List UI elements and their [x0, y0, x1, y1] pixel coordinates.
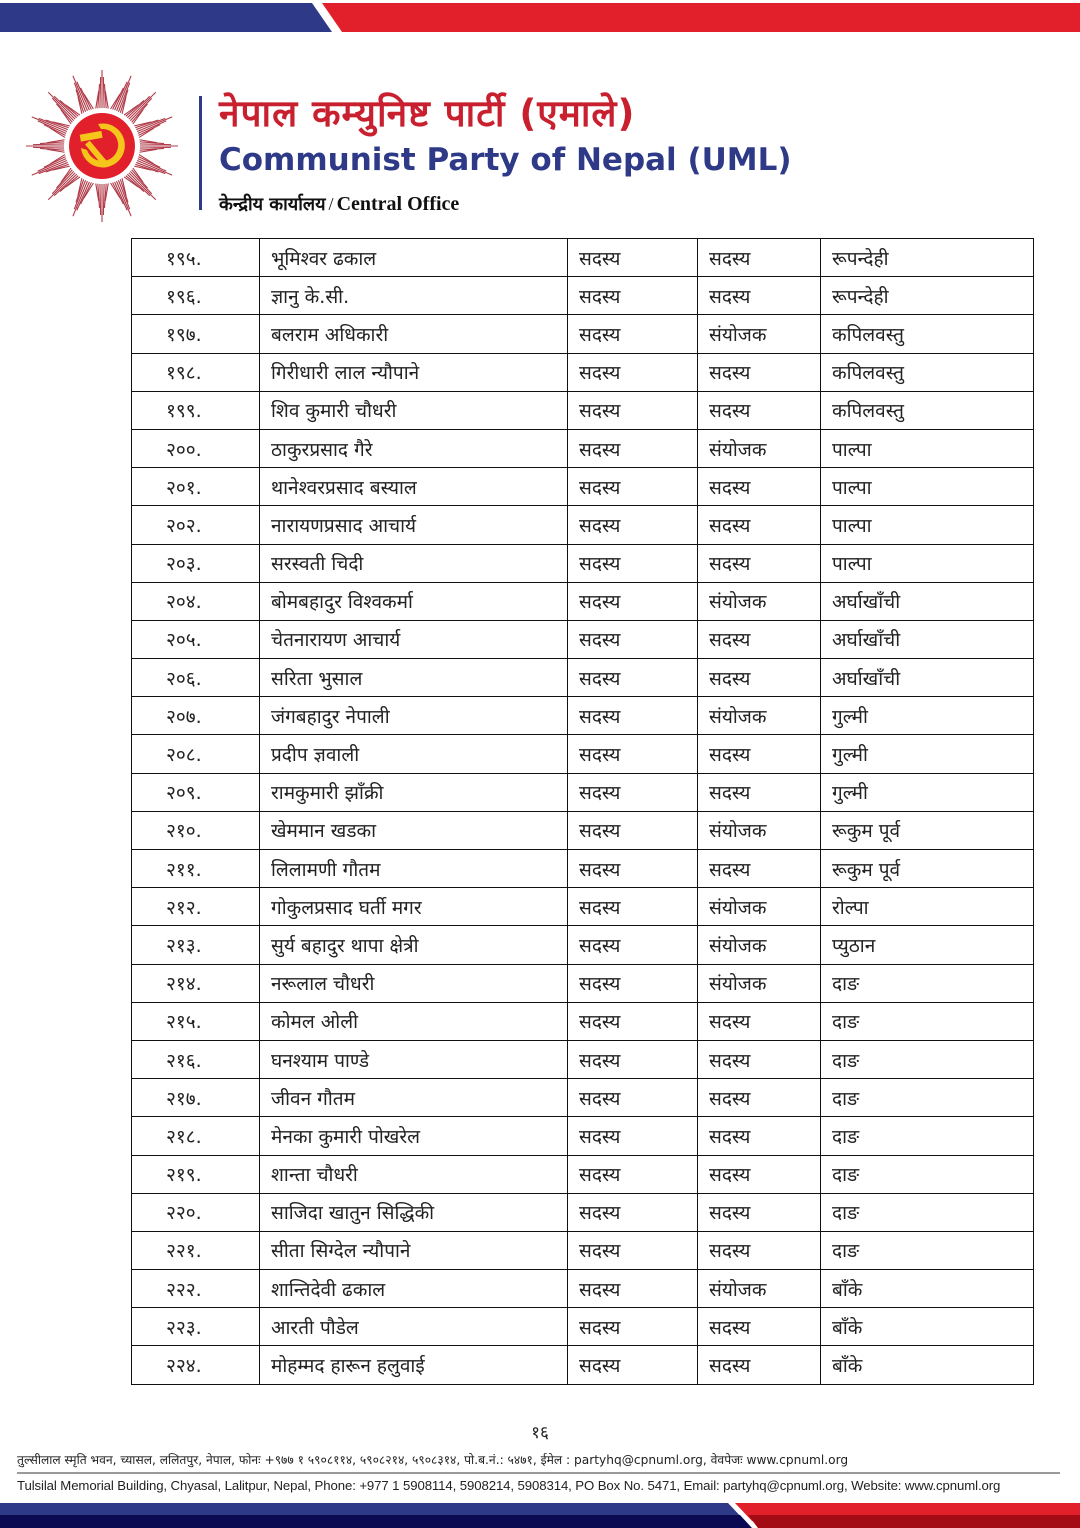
cell-serial-number: २२१.: [132, 1231, 260, 1269]
cell-serial-number: २१०.: [132, 811, 260, 849]
cell-name: मेनका कुमारी पोखरेल: [260, 1117, 568, 1155]
cell-serial-number: १९७.: [132, 315, 260, 353]
cell-committee-position: सदस्य: [568, 811, 698, 849]
member-table-body: [132, 239, 1034, 1385]
page-number: १६: [531, 1423, 549, 1443]
cell-name: भूमिश्वर ढकाल: [260, 239, 568, 277]
cell-name: आरती पौडेल: [260, 1308, 568, 1346]
cell-role: सदस्य: [698, 277, 821, 315]
cell-role: सदस्य: [698, 544, 821, 582]
cell-name: थानेश्वरप्रसाद बस्याल: [260, 468, 568, 506]
cell-committee-position: सदस्य: [568, 277, 698, 315]
emblem-red-disc: [69, 113, 135, 179]
cell-committee-position: सदस्य: [568, 544, 698, 582]
cell-committee-position: सदस्य: [568, 926, 698, 964]
cell-district: बाँके: [821, 1308, 1034, 1346]
cell-committee-position: सदस्य: [568, 1117, 698, 1155]
table-row: [132, 1308, 1034, 1346]
cell-district: दाङ: [821, 1117, 1034, 1155]
table-row: [132, 1002, 1034, 1040]
cell-role: सदस्य: [698, 239, 821, 277]
table-row: [132, 582, 1034, 620]
table-row: [132, 1231, 1034, 1269]
cell-serial-number: २१३.: [132, 926, 260, 964]
top-band-red: [322, 3, 1080, 32]
cell-serial-number: १९९.: [132, 391, 260, 429]
cell-name: रामकुमारी झाँक्री: [260, 773, 568, 811]
cell-district: प्युठान: [821, 926, 1034, 964]
cell-district: गुल्मी: [821, 773, 1034, 811]
cell-role: सदस्य: [698, 391, 821, 429]
office-label-separator: /: [328, 194, 334, 214]
cell-serial-number: २१६.: [132, 1040, 260, 1078]
table-row: [132, 468, 1034, 506]
cell-name: साजिदा खातुन सिद्धिकी: [260, 1193, 568, 1231]
cell-district: दाङ: [821, 1079, 1034, 1117]
sun-ray: [48, 92, 75, 119]
table-row: [132, 239, 1034, 277]
cell-role: सदस्य: [698, 620, 821, 658]
cell-district: दाङ: [821, 1155, 1034, 1193]
cell-name: मोहम्मद हारून हलुवाई: [260, 1346, 568, 1384]
cell-serial-number: २१५.: [132, 1002, 260, 1040]
cell-committee-position: सदस्य: [568, 1346, 698, 1384]
cell-district: अर्घाखाँची: [821, 659, 1034, 697]
cell-district: गुल्मी: [821, 735, 1034, 773]
cell-committee-position: सदस्य: [568, 1079, 698, 1117]
cell-committee-position: सदस्य: [568, 888, 698, 926]
cell-serial-number: २००.: [132, 429, 260, 467]
table-row: [132, 888, 1034, 926]
cell-serial-number: २०१.: [132, 468, 260, 506]
cell-role: संयोजक: [698, 964, 821, 1002]
cell-name: कोमल ओली: [260, 1002, 568, 1040]
table-row: [132, 429, 1034, 467]
cell-role: सदस्य: [698, 1079, 821, 1117]
bottom-color-band: [0, 1503, 1080, 1528]
cell-role: सदस्य: [698, 1308, 821, 1346]
sun-ray: [48, 173, 75, 200]
cell-name: चेतनारायण आचार्य: [260, 620, 568, 658]
cell-role: सदस्य: [698, 1040, 821, 1078]
cell-serial-number: २२२.: [132, 1270, 260, 1308]
cell-name: ज्ञानु के.सी.: [260, 277, 568, 315]
cell-district: कपिलवस्तु: [821, 315, 1034, 353]
cell-serial-number: २२४.: [132, 1346, 260, 1384]
cell-district: बाँके: [821, 1346, 1034, 1384]
cell-role: संयोजक: [698, 315, 821, 353]
cell-name: नरूलाल चौधरी: [260, 964, 568, 1002]
cell-district: रोल्पा: [821, 888, 1034, 926]
cell-district: रूपन्देही: [821, 239, 1034, 277]
top-color-band: [0, 0, 1080, 32]
cell-serial-number: २१९.: [132, 1155, 260, 1193]
cell-committee-position: सदस्य: [568, 1231, 698, 1269]
cell-role: संयोजक: [698, 888, 821, 926]
cell-name: सुर्य बहादुर थापा क्षेत्री: [260, 926, 568, 964]
cell-committee-position: सदस्य: [568, 1040, 698, 1078]
sun-ray: [33, 144, 64, 145]
cell-serial-number: २०३.: [132, 544, 260, 582]
cell-district: रूकुम पूर्व: [821, 850, 1034, 888]
cell-name: नारायणप्रसाद आचार्य: [260, 506, 568, 544]
cell-serial-number: २०४.: [132, 582, 260, 620]
header-divider: [199, 96, 202, 210]
cell-name: प्रदीप ज्ञवाली: [260, 735, 568, 773]
top-band-blue: [0, 3, 332, 32]
cell-name: ठाकुरप्रसाद गैरे: [260, 429, 568, 467]
cell-committee-position: सदस्य: [568, 1002, 698, 1040]
footer-divider: [17, 1472, 1060, 1474]
cell-committee-position: सदस्य: [568, 1308, 698, 1346]
cell-committee-position: सदस्य: [568, 659, 698, 697]
cell-serial-number: १९८.: [132, 353, 260, 391]
cell-role: सदस्य: [698, 1002, 821, 1040]
table-row: [132, 1193, 1034, 1231]
cell-serial-number: २१७.: [132, 1079, 260, 1117]
table-row: [132, 773, 1034, 811]
cell-role: संयोजक: [698, 926, 821, 964]
sun-ray: [100, 184, 101, 215]
table-row: [132, 353, 1034, 391]
cell-role: संयोजक: [698, 811, 821, 849]
cell-serial-number: २१८.: [132, 1117, 260, 1155]
office-label: [219, 192, 459, 216]
table-row: [132, 1155, 1034, 1193]
cell-serial-number: २०५.: [132, 620, 260, 658]
cell-district: दाङ: [821, 1231, 1034, 1269]
cell-committee-position: सदस्य: [568, 850, 698, 888]
cell-district: बाँके: [821, 1270, 1034, 1308]
cell-district: रूकुम पूर्व: [821, 811, 1034, 849]
cell-role: सदस्य: [698, 468, 821, 506]
cell-committee-position: सदस्य: [568, 1155, 698, 1193]
cell-serial-number: २०८.: [132, 735, 260, 773]
cell-district: रूपन्देही: [821, 277, 1034, 315]
cell-role: सदस्य: [698, 353, 821, 391]
cell-district: कपिलवस्तु: [821, 353, 1034, 391]
party-name-english: Communist Party of Nepal (UML): [219, 142, 792, 178]
cell-role: संयोजक: [698, 697, 821, 735]
cell-role: सदस्य: [698, 850, 821, 888]
sun-ray: [103, 77, 104, 108]
cell-role: सदस्य: [698, 1346, 821, 1384]
cell-district: पाल्पा: [821, 544, 1034, 582]
cell-committee-position: सदस्य: [568, 239, 698, 277]
cell-committee-position: सदस्य: [568, 1270, 698, 1308]
cell-role: संयोजक: [698, 429, 821, 467]
cell-serial-number: २०६.: [132, 659, 260, 697]
table-row: [132, 659, 1034, 697]
cell-name: शान्तिदेवी ढकाल: [260, 1270, 568, 1308]
cell-serial-number: २०७.: [132, 697, 260, 735]
cell-role: सदस्य: [698, 659, 821, 697]
sun-ray: [129, 173, 156, 200]
cell-role: सदस्य: [698, 506, 821, 544]
cell-serial-number: २०९.: [132, 773, 260, 811]
table-row: [132, 1079, 1034, 1117]
cell-district: अर्घाखाँची: [821, 582, 1034, 620]
table-row: [132, 1040, 1034, 1078]
cell-name: लिलामणी गौतम: [260, 850, 568, 888]
cell-district: दाङ: [821, 1193, 1034, 1231]
cell-name: घनश्याम पाण्डे: [260, 1040, 568, 1078]
cell-district: दाङ: [821, 964, 1034, 1002]
cell-serial-number: २१२.: [132, 888, 260, 926]
cell-district: पाल्पा: [821, 506, 1034, 544]
cell-serial-number: २११.: [132, 850, 260, 888]
cell-name: गिरीधारी लाल न्यौपाने: [260, 353, 568, 391]
cell-serial-number: २२३.: [132, 1308, 260, 1346]
table-row: [132, 544, 1034, 582]
cell-name: गोकुलप्रसाद घर्ती मगर: [260, 888, 568, 926]
cell-serial-number: १९६.: [132, 277, 260, 315]
member-table: [131, 238, 1034, 1385]
cell-name: शान्ता चौधरी: [260, 1155, 568, 1193]
cell-committee-position: सदस्य: [568, 429, 698, 467]
cell-role: सदस्य: [698, 1193, 821, 1231]
cell-name: जंगबहादुर नेपाली: [260, 697, 568, 735]
table-row: [132, 850, 1034, 888]
cell-role: सदस्य: [698, 1155, 821, 1193]
cell-committee-position: सदस्य: [568, 735, 698, 773]
cell-committee-position: सदस्य: [568, 697, 698, 735]
office-label-nepali: केन्द्रीय कार्यालय: [219, 194, 326, 215]
cell-name: सीता सिग्देल न्यौपाने: [260, 1231, 568, 1269]
sun-ray: [103, 184, 104, 215]
cell-district: अर्घाखाँची: [821, 620, 1034, 658]
cell-committee-position: सदस्य: [568, 353, 698, 391]
cell-name: सरस्वती चिदी: [260, 544, 568, 582]
sun-ray: [129, 92, 156, 119]
table-row: [132, 964, 1034, 1002]
cell-name: खेममान खडका: [260, 811, 568, 849]
table-row: [132, 506, 1034, 544]
footer-address-nepali: तुल्सीलाल स्मृति भवन, च्यासल, ललितपुर, नेपाल, फोनः +९७७ १ ५९०८११४, ५९०८२१४, ५९०८३१४, पो.ब.नं.: ५४७१, ईमेल : partyhq@cpnuml.org, वेवपेजः www.cpnuml.org: [17, 1453, 849, 1467]
sun-ray: [140, 147, 171, 148]
cell-district: पाल्पा: [821, 429, 1034, 467]
cell-committee-position: सदस्य: [568, 620, 698, 658]
cell-role: सदस्य: [698, 1117, 821, 1155]
cell-committee-position: सदस्य: [568, 582, 698, 620]
cell-role: सदस्य: [698, 735, 821, 773]
table-row: [132, 926, 1034, 964]
table-row: [132, 277, 1034, 315]
cell-committee-position: सदस्य: [568, 506, 698, 544]
bottom-band-darkred: [748, 1515, 1080, 1528]
cell-serial-number: २२०.: [132, 1193, 260, 1231]
cell-serial-number: २०२.: [132, 506, 260, 544]
cell-role: संयोजक: [698, 582, 821, 620]
cell-serial-number: १९५.: [132, 239, 260, 277]
cell-committee-position: सदस्य: [568, 468, 698, 506]
cell-committee-position: सदस्य: [568, 1193, 698, 1231]
cell-district: कपिलवस्तु: [821, 391, 1034, 429]
table-row: [132, 1346, 1034, 1384]
table-row: [132, 735, 1034, 773]
cell-serial-number: २१४.: [132, 964, 260, 1002]
cell-name: सरिता भुसाल: [260, 659, 568, 697]
cell-role: संयोजक: [698, 1270, 821, 1308]
party-emblem-icon: [22, 66, 182, 226]
table-row: [132, 391, 1034, 429]
footer-address-english: Tulsilal Memorial Building, Chyasal, Lalitpur, Nepal, Phone: +977 1 5908114, 5908214, 5908314, PO Box No. 5471, Email: partyhq@cpnuml.org, Website: www.cpnuml.org: [17, 1478, 1001, 1493]
cell-name: बोमबहादुर विश्वकर्मा: [260, 582, 568, 620]
cell-role: सदस्य: [698, 773, 821, 811]
table-row: [132, 697, 1034, 735]
cell-committee-position: सदस्य: [568, 315, 698, 353]
cell-name: शिव कुमारी चौधरी: [260, 391, 568, 429]
table-row: [132, 811, 1034, 849]
table-row: [132, 315, 1034, 353]
cell-name: बलराम अधिकारी: [260, 315, 568, 353]
table-row: [132, 1270, 1034, 1308]
cell-committee-position: सदस्य: [568, 964, 698, 1002]
cell-district: दाङ: [821, 1002, 1034, 1040]
cell-district: पाल्पा: [821, 468, 1034, 506]
table-row: [132, 1117, 1034, 1155]
cell-district: गुल्मी: [821, 697, 1034, 735]
sun-ray: [33, 147, 64, 148]
cell-role: सदस्य: [698, 1231, 821, 1269]
sun-ray: [100, 77, 101, 108]
cell-committee-position: सदस्य: [568, 391, 698, 429]
cell-district: दाङ: [821, 1040, 1034, 1078]
sun-ray: [140, 144, 171, 145]
table-row: [132, 620, 1034, 658]
office-label-english: Central Office: [336, 193, 460, 215]
cell-name: जीवन गौतम: [260, 1079, 568, 1117]
party-name-nepali: नेपाल कम्युनिष्ट पार्टी (एमाले): [219, 92, 636, 135]
cell-committee-position: सदस्य: [568, 773, 698, 811]
bottom-band-navy: [0, 1515, 752, 1528]
